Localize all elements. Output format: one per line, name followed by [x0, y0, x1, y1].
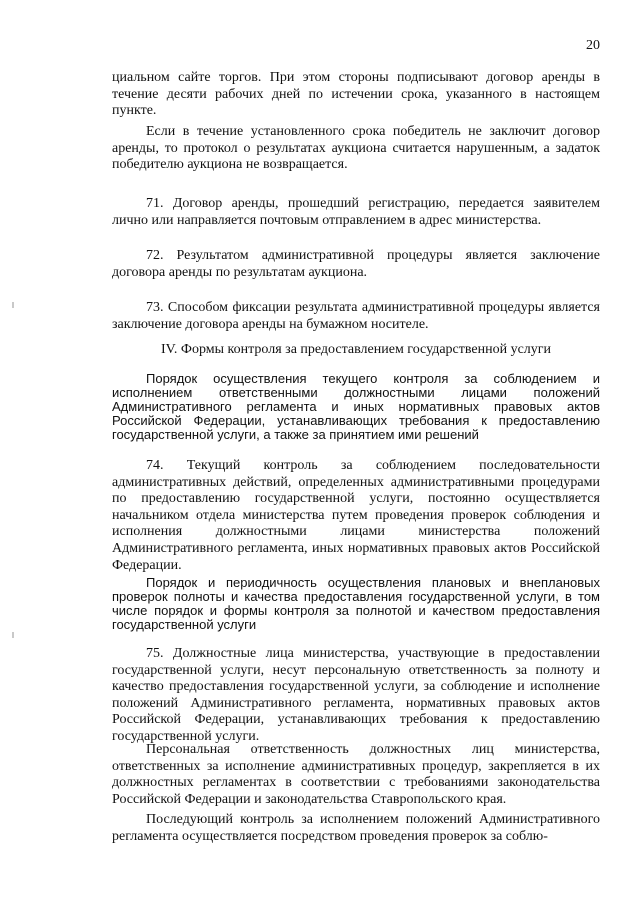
paragraph-continuation: циальном сайте торгов. При этом стороны подписывают договор аренды в течение десяти рабочих дней по истечении срока, указанного в настоящем пункте.	[112, 70, 600, 119]
section-heading-iv: IV. Формы контроля за предоставлением государственной услуги	[160, 342, 552, 357]
paragraph-75: 75. Должностные лица министерства, участвующие в предоставлении государственной услуги, несут персональную ответственность за полноту и качество предоставления государственной услуги, за соблюдение и исполнение положений Административного регламента, нормативных правовых актов Российской Федерации, устанавливающих требования к предоставлению государственной услуги.	[112, 646, 600, 744]
paragraph-71: 71. Договор аренды, прошедший регистрацию, передается заявителем лично или направляется почтовым отправлением в адрес министерства.	[112, 196, 600, 228]
subheading-current-control: Порядок осуществления текущего контроля за соблюдением и исполнением ответственными должностными лицами положений Административного регламента и иных нормативных правовых актов Российской Федерации, устанавливающих требования к предоставлению государственной услуги, а также за принятием ими решений	[112, 371, 600, 442]
scan-mark	[12, 632, 14, 638]
paragraph-73: 73. Способом фиксации результата административной процедуры является заключение договора аренды на бумажном носителе.	[112, 300, 600, 332]
paragraph-74: 74. Текущий контроль за соблюдением последовательности административных действий, определенных административными процедурами по предоставлению государственной услуги, постоянно осуществляется начальником отдела министерства путем проведения проверок соблюдения и исполнения должностными лицами министерства положений Административного регламента, иных нормативных правовых актов Российской Федерации.	[112, 458, 600, 573]
paragraph-deposit: Если в течение установленного срока победитель не заключит договор аренды, то протокол о результатах аукциона считается нарушенным, а задаток победителю аукциона не возвращается.	[112, 124, 600, 173]
paragraph-subsequent-control: Последующий контроль за исполнением положений Административного регламента осуществляется посредством проведения проверок за соблю-	[112, 812, 600, 844]
paragraph-72: 72. Результатом административной процедуры является заключение договора аренды по результатам аукциона.	[112, 248, 600, 280]
page-number: 20	[586, 38, 600, 53]
scan-mark	[12, 302, 14, 308]
paragraph-personal-responsibility: Персональная ответственность должностных лиц министерства, ответственных за исполнение административных процедур, закрепляется в их должностных регламентах в соответствии с требованиями законодательства Российской Федерации и законодательства Ставропольского края.	[112, 742, 600, 807]
subheading-inspections: Порядок и периодичность осуществления плановых и внеплановых проверок полноты и качества предоставления государственной услуги, в том числе порядок и формы контроля за полнотой и качеством предоставления государственной услуги	[112, 575, 600, 632]
